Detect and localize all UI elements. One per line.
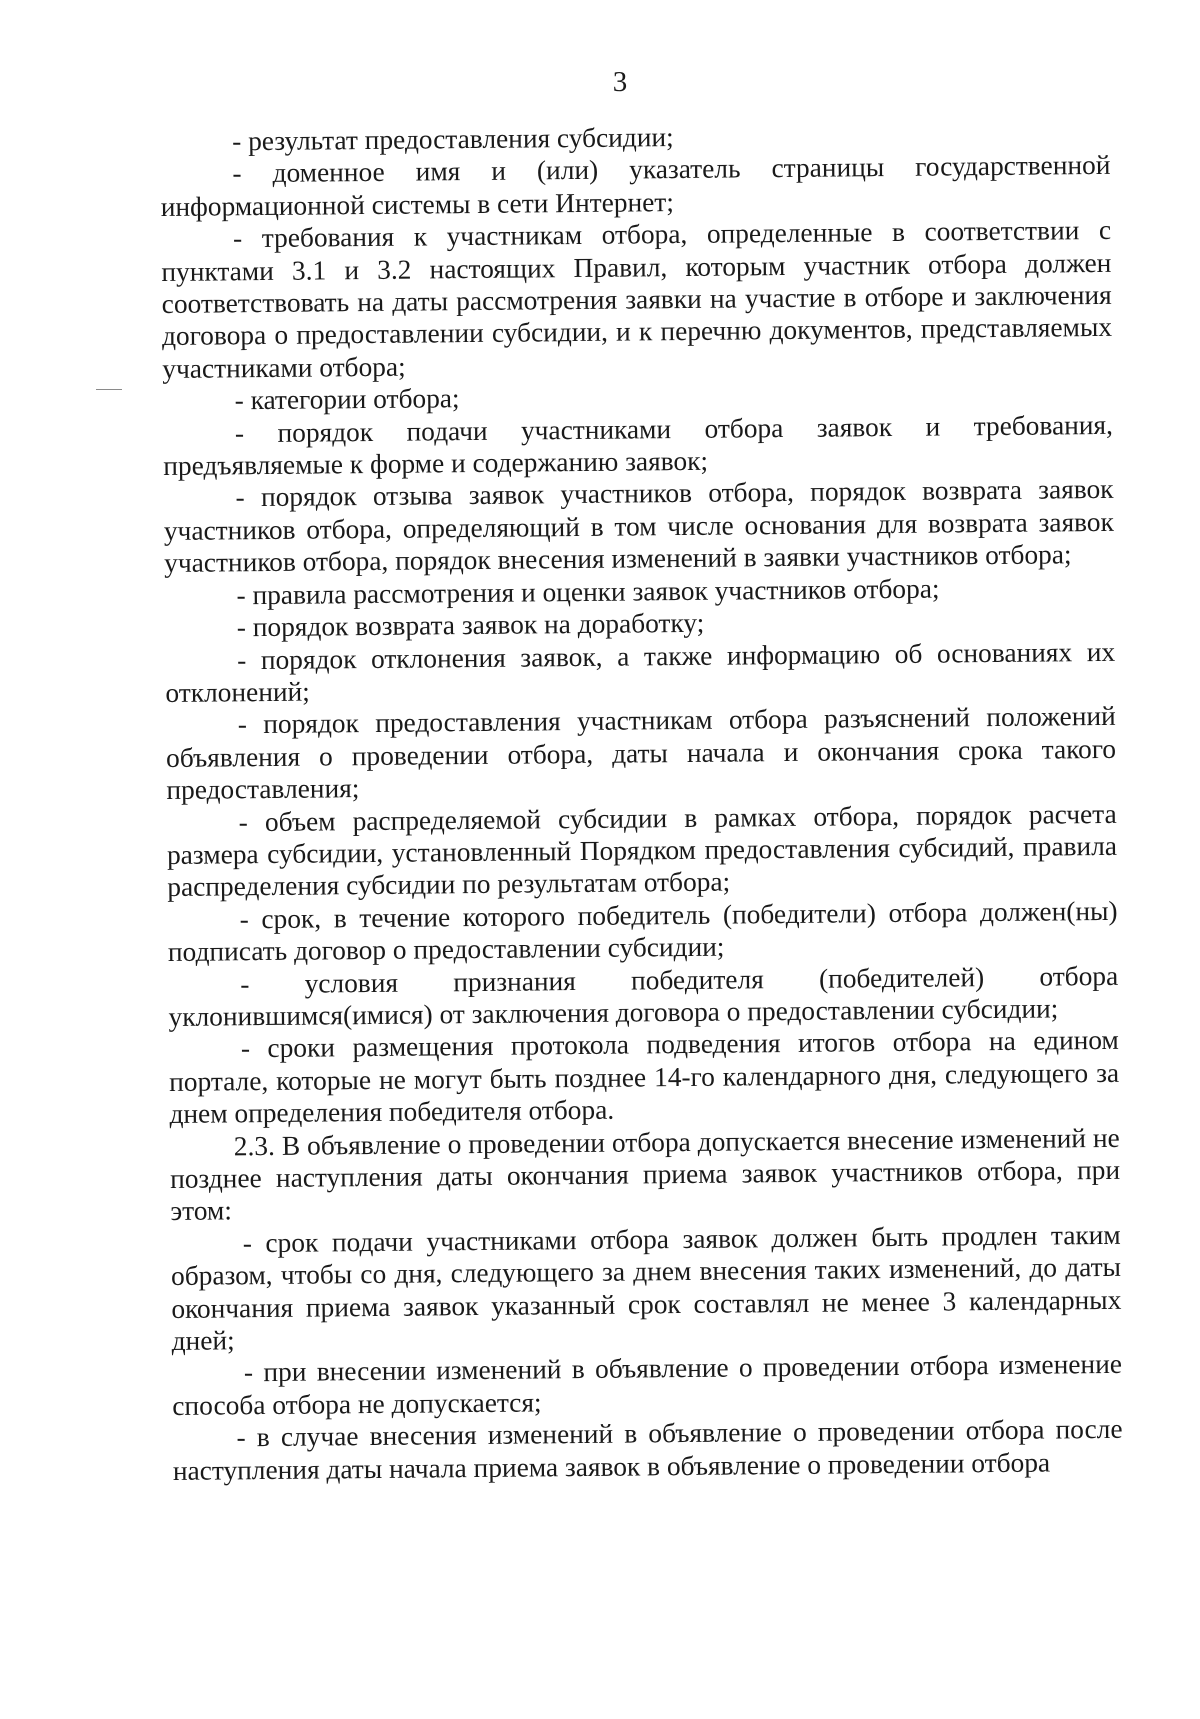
paragraph-1: - результат предоставления субсидии; (232, 122, 674, 157)
document-body (160, 117, 1123, 1487)
paragraph-14: - сроки размещения протокола подведения итогов отбора на едином портале, которые не могут быть позднее 14-го календарного дня, следующего за днем определения победителя отбора. (169, 1025, 1120, 1130)
page-number: 3 (612, 66, 628, 98)
paragraph-5: - порядок подачи участниками отбора заявок и требования, предъявляемые к форме и содержанию заявок; (163, 409, 1114, 482)
paragraph-16: - срок подачи участниками отбора заявок должен быть продлен таким образом, чтобы со дня, следующего за днем внесения таких изменений, до даты окончания приема заявок указанный срок составлял не менее 3 календарных дней; (170, 1219, 1122, 1356)
paragraph-8: - порядок возврата заявок на доработку; (236, 607, 705, 643)
paragraph-3: - требования к участникам отбора, определенные в соответствии с пунктами 3.1 и 3.2 настоящих Правил, которым участник отбора должен соответствовать на даты рассмотрения заявки на участие в отборе и заключения договора о предоставлении субсидии, и к перечню документов, представляемых участниками отбора; (161, 215, 1113, 384)
paragraph-9: - порядок отклонения заявок, а также информацию об основаниях их отклонений; (165, 636, 1116, 708)
paragraph-2: - доменное имя и (или) указатель страницы государственной информационной системы в сети Интернет; (160, 150, 1111, 222)
margin-mark (96, 389, 122, 390)
paragraph-18: - в случае внесения изменений в объявление о проведении отбора после наступления даты начала приема заявок в объявление о проведении отбора (172, 1414, 1123, 1486)
paragraph-7: - правила рассмотрения и оценки заявок участников отбора; (236, 573, 940, 610)
paragraph-6: - порядок отзыва заявок участников отбора, порядок возврата заявок участников отбора, определяющий в том числе основания для возврата заявок участников отбора, порядок внесения изменений в заявки участников отбора; (163, 474, 1114, 579)
paragraph-10: - порядок предоставления участникам отбора разъяснений положений объявления о проведении отбора, даты начала и окончания срока такого предоставления; (165, 701, 1117, 806)
paragraph-17: - при внесении изменений в объявление о проведении отбора изменение способа отбора не допускается; (172, 1349, 1123, 1421)
paragraph-section-2-3: 2.3. В объявление о проведении отбора допускается внесение изменений не позднее наступления даты окончания приема заявок участников отбора, при этом: (169, 1122, 1121, 1227)
paragraph-12: - срок, в течение которого победитель (победители) отбора должен(ны) подписать договор о предоставлении субсидии; (167, 895, 1118, 968)
paragraph-11: - объем распределяемой субсидии в рамках отбора, порядок расчета размера субсидии, установленный Порядком предоставления субсидий, правила распределения субсидии по результатам отбора; (166, 798, 1118, 903)
paragraph-13: - условия признания победителя (победителей) отбора уклонившимся(имися) от заключения договора о предоставлении субсидии; (168, 960, 1119, 1032)
paragraph-4: - категории отбора; (234, 383, 460, 416)
